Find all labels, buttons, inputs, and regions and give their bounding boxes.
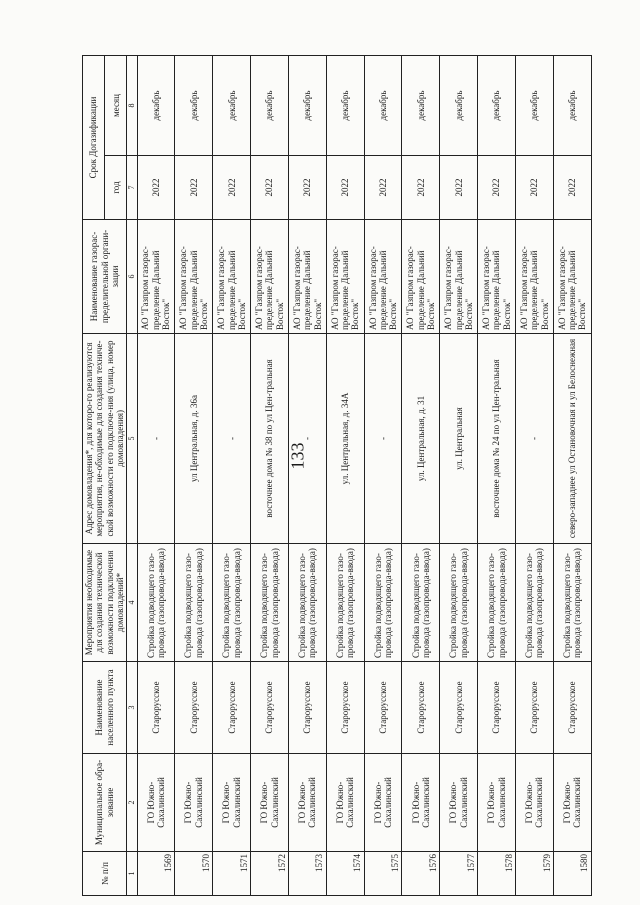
month-cell: декабрь xyxy=(553,56,591,156)
header-address: Адрес домовладения*, для которо-го реализуются мероприятия, не-обходимые для создания техниче-ской возможности его подключе-ния (улица, номер домовладения) xyxy=(83,334,127,544)
municipality-cell: ГО Южно-Сахалинский xyxy=(213,754,251,852)
measures-cell: Стройка подводящего газо-провода (газопровода-ввода) xyxy=(326,544,364,662)
address-cell: - xyxy=(364,334,402,544)
municipality-cell: ГО Южно-Сахалинский xyxy=(326,754,364,852)
header-municipality: Муниципальное обра-зование xyxy=(83,754,127,852)
locality-cell: Старорусское xyxy=(364,662,402,754)
locality-cell: Старорусское xyxy=(516,662,554,754)
month-cell: декабрь xyxy=(288,56,326,156)
organization-cell: АО "Газпром газорас-пределение Дальний Восток" xyxy=(288,220,326,334)
year-cell: 2022 xyxy=(251,156,289,220)
address-cell: - xyxy=(516,334,554,544)
address-cell: - xyxy=(288,334,326,544)
row-number: 1570 xyxy=(175,852,213,896)
measures-cell: Стройка подводящего газо-провода (газопровода-ввода) xyxy=(440,544,478,662)
organization-cell: АО "Газпром газорас-пределение Дальний Восток" xyxy=(175,220,213,334)
address-cell: ул Центральная, д. 36а xyxy=(175,334,213,544)
municipality-cell: ГО Южно-Сахалинский xyxy=(478,754,516,852)
row-number: 1574 xyxy=(326,852,364,896)
header-locality: Наименование населенного пункта xyxy=(83,662,127,754)
locality-cell: Старорусское xyxy=(251,662,289,754)
table-row xyxy=(516,56,554,896)
municipality-cell: ГО Южно-Сахалинский xyxy=(553,754,591,852)
month-cell: декабрь xyxy=(516,56,554,156)
year-cell: 2022 xyxy=(364,156,402,220)
table-row xyxy=(402,56,440,896)
column-number: 3 xyxy=(127,662,137,754)
month-cell: декабрь xyxy=(440,56,478,156)
row-number: 1576 xyxy=(402,852,440,896)
year-cell: 2022 xyxy=(478,156,516,220)
table-row xyxy=(288,56,326,896)
municipality-cell: ГО Южно-Сахалинский xyxy=(175,754,213,852)
column-number-row xyxy=(127,56,137,896)
organization-cell: АО "Газпром газорас-пределение Дальний Восток" xyxy=(440,220,478,334)
locality-cell: Старорусское xyxy=(288,662,326,754)
organization-cell: АО "Газпром газорас-пределение Дальний Восток" xyxy=(516,220,554,334)
organization-cell: АО "Газпром газорас-пределение Дальний Восток" xyxy=(251,220,289,334)
measures-cell: Стройка подводящего газо-провода (газопровода-ввода) xyxy=(478,544,516,662)
organization-cell: АО "Газпром газорас-пределение Дальний Восток" xyxy=(326,220,364,334)
header-month: месяц xyxy=(105,56,127,156)
measures-cell: Стройка подводящего газо-провода (газопровода-ввода) xyxy=(251,544,289,662)
header-measures: Мероприятия необходимые для создания технической возможности подключения домовладений* xyxy=(83,544,127,662)
column-number: 4 xyxy=(127,544,137,662)
header-deadline: Срок Догазификации xyxy=(83,56,105,220)
document-table-wrapper xyxy=(82,56,590,896)
column-number: 2 xyxy=(127,754,137,852)
municipality-cell: ГО Южно-Сахалинский xyxy=(251,754,289,852)
organization-cell: АО "Газпром газорас-пределение Дальний Восток" xyxy=(402,220,440,334)
row-number: 1580 xyxy=(553,852,591,896)
locality-cell: Старорусское xyxy=(175,662,213,754)
year-cell: 2022 xyxy=(440,156,478,220)
measures-cell: Стройка подводящего газо-провода (газопровода-ввода) xyxy=(175,544,213,662)
row-number: 1573 xyxy=(288,852,326,896)
month-cell: декабрь xyxy=(251,56,289,156)
year-cell: 2022 xyxy=(402,156,440,220)
address-cell: восточнее дома № 24 по ул Цен-тральная xyxy=(478,334,516,544)
year-cell: 2022 xyxy=(516,156,554,220)
table-row xyxy=(440,56,478,896)
locality-cell: Старорусское xyxy=(326,662,364,754)
month-cell: декабрь xyxy=(326,56,364,156)
locality-cell: Старорусское xyxy=(402,662,440,754)
address-cell: ул. Центральная, д. 31 xyxy=(402,334,440,544)
table-row xyxy=(478,56,516,896)
table-row xyxy=(364,56,402,896)
page-number: 133 xyxy=(287,442,308,470)
row-number: 1571 xyxy=(213,852,251,896)
column-number: 6 xyxy=(127,220,137,334)
municipality-cell: ГО Южно-Сахалинский xyxy=(137,754,175,852)
year-cell: 2022 xyxy=(175,156,213,220)
organization-cell: АО "Газпром газорас-пределение Дальний Восток" xyxy=(364,220,402,334)
row-number: 1578 xyxy=(478,852,516,896)
month-cell: декабрь xyxy=(364,56,402,156)
locality-cell: Старорусское xyxy=(137,662,175,754)
measures-cell: Стройка подводящего газо-провода (газопровода-ввода) xyxy=(516,544,554,662)
table-row xyxy=(326,56,364,896)
year-cell: 2022 xyxy=(553,156,591,220)
header-num: № п/п xyxy=(83,852,127,896)
row-number: 1572 xyxy=(251,852,289,896)
address-cell: - xyxy=(137,334,175,544)
header-organization: Наименование газорас-пределительной органи-зации xyxy=(83,220,127,334)
table-row xyxy=(137,56,175,896)
header-year: год xyxy=(105,156,127,220)
column-number: 8 xyxy=(127,56,137,156)
row-number: 1579 xyxy=(516,852,554,896)
municipality-cell: ГО Южно-Сахалинский xyxy=(288,754,326,852)
column-number: 7 xyxy=(127,156,137,220)
locality-cell: Старорусское xyxy=(440,662,478,754)
measures-cell: Стройка подводящего газо-провода (газопровода-ввода) xyxy=(288,544,326,662)
table-row xyxy=(251,56,289,896)
municipality-cell: ГО Южно-Сахалинский xyxy=(440,754,478,852)
locality-cell: Старорусское xyxy=(213,662,251,754)
measures-cell: Стройка подводящего газо-провода (газопровода-ввода) xyxy=(364,544,402,662)
year-cell: 2022 xyxy=(137,156,175,220)
year-cell: 2022 xyxy=(326,156,364,220)
address-cell: ул. Центральная xyxy=(440,334,478,544)
column-number: 1 xyxy=(127,852,137,896)
month-cell: декабрь xyxy=(175,56,213,156)
measures-cell: Стройка подводящего газо-провода (газопровода-ввода) xyxy=(553,544,591,662)
month-cell: декабрь xyxy=(478,56,516,156)
table-row xyxy=(553,56,591,896)
municipality-cell: ГО Южно-Сахалинский xyxy=(516,754,554,852)
year-cell: 2022 xyxy=(288,156,326,220)
organization-cell: АО "Газпром газорас-пределение Дальний Восток" xyxy=(137,220,175,334)
locality-cell: Старорусское xyxy=(478,662,516,754)
table-body xyxy=(137,56,591,896)
address-cell: северо-западнее ул Остановочная и ул Белоснежная xyxy=(553,334,591,544)
month-cell: декабрь xyxy=(213,56,251,156)
measures-cell: Стройка подводящего газо-провода (газопровода-ввода) xyxy=(137,544,175,662)
municipality-cell: ГО Южно-Сахалинский xyxy=(364,754,402,852)
measures-cell: Стройка подводящего газо-провода (газопровода-ввода) xyxy=(213,544,251,662)
month-cell: декабрь xyxy=(402,56,440,156)
locality-cell: Старорусское xyxy=(553,662,591,754)
municipality-cell: ГО Южно-Сахалинский xyxy=(402,754,440,852)
table-row xyxy=(213,56,251,896)
address-cell: ул. Центральная, д. 34А xyxy=(326,334,364,544)
organization-cell: АО "Газпром газорас-пределение Дальний Восток" xyxy=(213,220,251,334)
column-number: 5 xyxy=(127,334,137,544)
table-row xyxy=(175,56,213,896)
row-number: 1569 xyxy=(137,852,175,896)
organization-cell: АО "Газпром газорас-пределение Дальний Восток" xyxy=(478,220,516,334)
address-cell: - xyxy=(213,334,251,544)
year-cell: 2022 xyxy=(213,156,251,220)
gasification-table xyxy=(82,55,592,896)
measures-cell: Стройка подводящего газо-провода (газопровода-ввода) xyxy=(402,544,440,662)
organization-cell: АО "Газпром газорас-пределение Дальний Восток" xyxy=(553,220,591,334)
month-cell: декабрь xyxy=(137,56,175,156)
row-number: 1577 xyxy=(440,852,478,896)
row-number: 1575 xyxy=(364,852,402,896)
address-cell: восточнее дома № 38 по ул Цен-тральная xyxy=(251,334,289,544)
